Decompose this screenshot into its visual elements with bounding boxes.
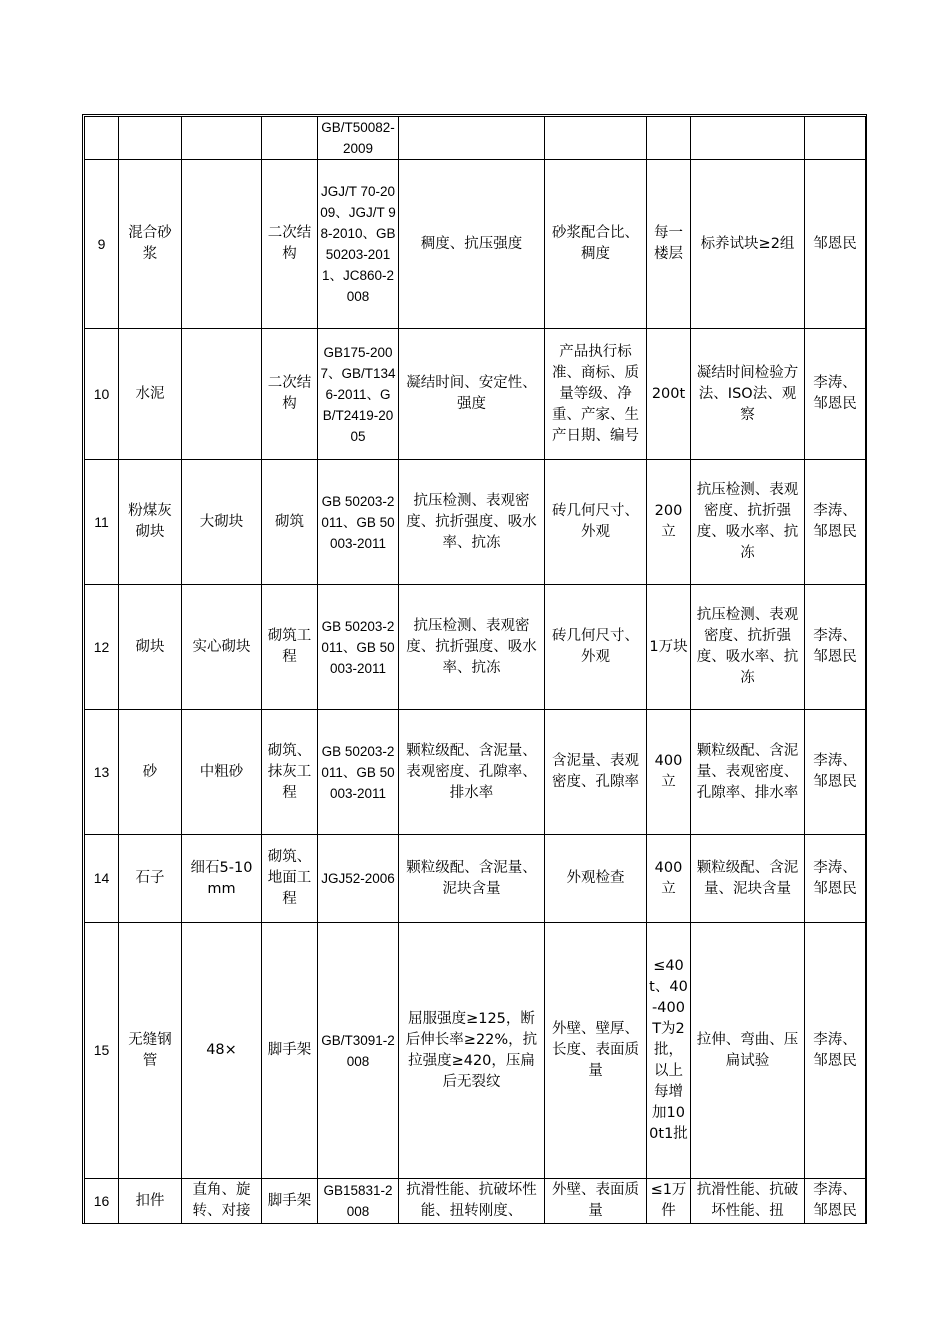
responsible-person: 李涛、邹恩民 [805, 710, 866, 835]
row-number: 12 [85, 585, 119, 710]
batch-quantity: 200立 [647, 460, 691, 585]
test-method: 抗滑性能、抗破坏性能、扭 [691, 1179, 805, 1224]
usage-location: 砌筑、抹灰工程 [262, 710, 318, 835]
standard: GB 50203-2011、GB 50003-2011 [318, 460, 399, 585]
test-items: 颗粒级配、含泥量、泥块含量 [399, 835, 545, 923]
table-row [85, 460, 866, 585]
row-number: 15 [85, 923, 119, 1179]
standard: GB 50203-2011、GB 50003-2011 [318, 585, 399, 710]
test-method: 凝结时间检验方法、ISO法、观察 [691, 329, 805, 460]
standard: GB/T3091-2008 [318, 923, 399, 1179]
test-items: 抗压检测、表观密度、抗折强度、吸水率、抗冻 [399, 460, 545, 585]
standard: GB/T50082-2009 [318, 117, 399, 160]
row-number: 9 [85, 160, 119, 329]
inspection-content: 外壁、壁厚、长度、表面质量 [545, 923, 647, 1179]
material-spec: 中粗砂 [182, 710, 262, 835]
usage-location: 脚手架 [262, 1179, 318, 1224]
responsible-person [805, 117, 866, 160]
test-items: 颗粒级配、含泥量、表观密度、孔隙率、排水率 [399, 710, 545, 835]
material-name: 粉煤灰砌块 [119, 460, 182, 585]
test-method [691, 117, 805, 160]
table-row [85, 160, 866, 329]
row-number: 16 [85, 1179, 119, 1224]
usage-location: 脚手架 [262, 923, 318, 1179]
row-number [85, 117, 119, 160]
table-row [85, 585, 866, 710]
material-spec [182, 329, 262, 460]
batch-quantity: 200t [647, 329, 691, 460]
responsible-person: 邹恩民 [805, 160, 866, 329]
standard: GB 50203-2011、GB 50003-2011 [318, 710, 399, 835]
material-name: 石子 [119, 835, 182, 923]
material-spec: 大砌块 [182, 460, 262, 585]
responsible-person: 李涛、邹恩民 [805, 585, 866, 710]
material-name: 无缝钢管 [119, 923, 182, 1179]
batch-quantity: ≤1万件 [647, 1179, 691, 1224]
inspection-content: 外观检查 [545, 835, 647, 923]
material-name: 混合砂浆 [119, 160, 182, 329]
test-method: 标养试块≥2组 [691, 160, 805, 329]
material-spec: 实心砌块 [182, 585, 262, 710]
inspection-content: 产品执行标准、商标、质量等级、净重、产家、生产日期、编号 [545, 329, 647, 460]
inspection-content: 砖几何尺寸、外观 [545, 460, 647, 585]
material-name [119, 117, 182, 160]
batch-quantity [647, 117, 691, 160]
responsible-person: 李涛、邹恩民 [805, 460, 866, 585]
inspection-content: 砖几何尺寸、外观 [545, 585, 647, 710]
test-items: 凝结时间、安定性、强度 [399, 329, 545, 460]
responsible-person: 李涛、邹恩民 [805, 923, 866, 1179]
material-name: 扣件 [119, 1179, 182, 1224]
material-spec: 48× [182, 923, 262, 1179]
inspection-content: 外壁、表面质量 [545, 1179, 647, 1224]
test-items: 抗压检测、表观密度、抗折强度、吸水率、抗冻 [399, 585, 545, 710]
material-name: 水泥 [119, 329, 182, 460]
table-row [85, 1179, 866, 1224]
table-row [85, 117, 866, 160]
table-row [85, 835, 866, 923]
usage-location: 砌筑、地面工程 [262, 835, 318, 923]
standard: JGJ52-2006 [318, 835, 399, 923]
material-name: 砌块 [119, 585, 182, 710]
table-row [85, 923, 866, 1179]
standard: GB175-2007、GB/T1346-2011、GB/T2419-2005 [318, 329, 399, 460]
material-inspection-table [84, 116, 866, 1224]
batch-quantity: 400立 [647, 835, 691, 923]
material-spec: 细石5-10mm [182, 835, 262, 923]
batch-quantity: ≤40t、40-400T为2批，以上每增加100t1批 [647, 923, 691, 1179]
inspection-content: 砂浆配合比、稠度 [545, 160, 647, 329]
inspection-content: 含泥量、表观密度、孔隙率 [545, 710, 647, 835]
material-spec [182, 117, 262, 160]
usage-location [262, 117, 318, 160]
table-row [85, 710, 866, 835]
test-method: 抗压检测、表观密度、抗折强度、吸水率、抗冻 [691, 460, 805, 585]
test-items: 稠度、抗压强度 [399, 160, 545, 329]
batch-quantity: 400立 [647, 710, 691, 835]
test-method: 颗粒级配、含泥量、泥块含量 [691, 835, 805, 923]
test-method: 颗粒级配、含泥量、表观密度、孔隙率、排水率 [691, 710, 805, 835]
row-number: 13 [85, 710, 119, 835]
standard: GB15831-2008 [318, 1179, 399, 1224]
usage-location: 二次结构 [262, 329, 318, 460]
test-method: 拉伸、弯曲、压扁试验 [691, 923, 805, 1179]
test-method: 抗压检测、表观密度、抗折强度、吸水率、抗冻 [691, 585, 805, 710]
row-number: 14 [85, 835, 119, 923]
responsible-person: 李涛、邹恩民 [805, 329, 866, 460]
batch-quantity: 1万块 [647, 585, 691, 710]
material-name: 砂 [119, 710, 182, 835]
usage-location: 砌筑 [262, 460, 318, 585]
standard: JGJ/T 70-2009、JGJ/T 98-2010、GB50203-2011、JC860-2008 [318, 160, 399, 329]
test-items: 屈服强度≥125，断后伸长率≥22%，抗拉强度≥420，压扁后无裂纹 [399, 923, 545, 1179]
test-items [399, 117, 545, 160]
batch-quantity: 每一楼层 [647, 160, 691, 329]
test-items: 抗滑性能、抗破坏性能、扭转刚度、 [399, 1179, 545, 1224]
responsible-person: 李涛、邹恩民 [805, 1179, 866, 1224]
usage-location: 二次结构 [262, 160, 318, 329]
usage-location: 砌筑工程 [262, 585, 318, 710]
responsible-person: 李涛、邹恩民 [805, 835, 866, 923]
row-number: 11 [85, 460, 119, 585]
inspection-content [545, 117, 647, 160]
material-spec: 直角、旋转、对接 [182, 1179, 262, 1224]
row-number: 10 [85, 329, 119, 460]
material-spec [182, 160, 262, 329]
table-row [85, 329, 866, 460]
